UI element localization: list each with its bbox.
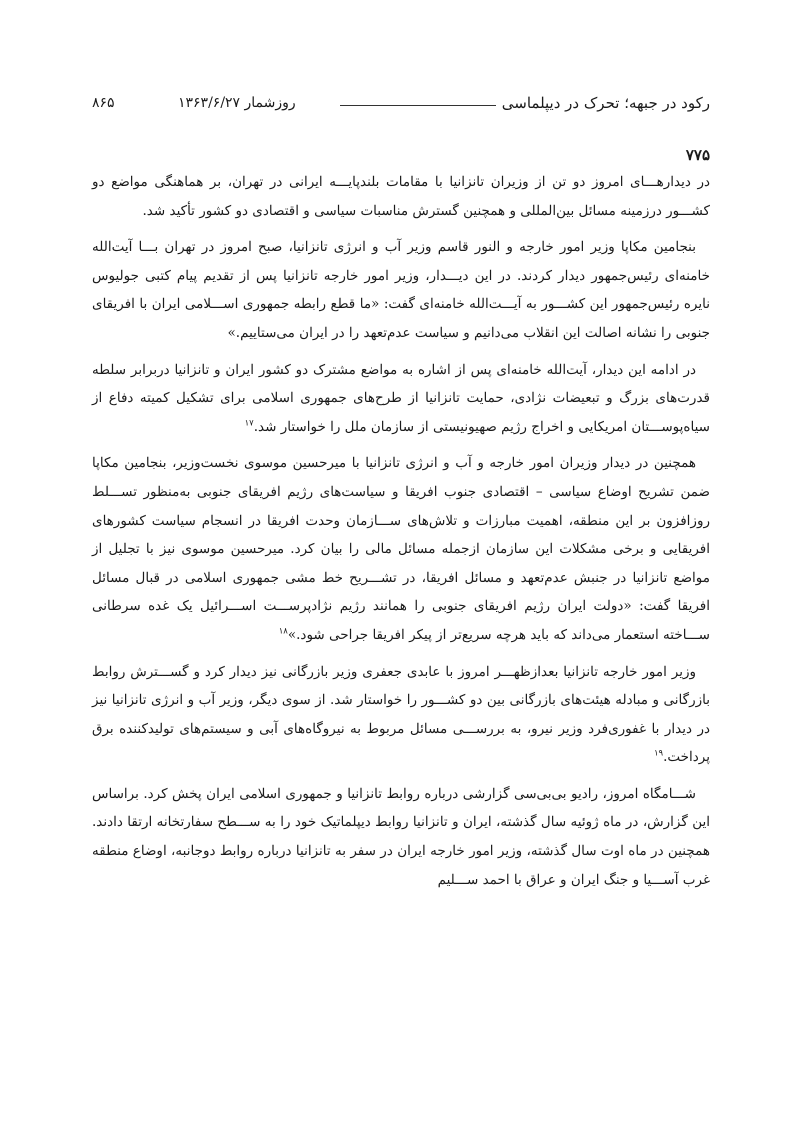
document-page [92,88,710,902]
paragraph [92,449,710,649]
header-date: روزشمار ۱۳۶۳/۶/۲۷ [178,95,296,111]
footnote-marker[interactable]: ۱۹ [653,748,664,759]
paragraph [92,168,710,225]
entry-body [92,168,710,894]
header-title: رکود در جبهه؛ تحرک در دیپلماسی [501,94,710,112]
footnote-marker[interactable]: ۱۸ [278,626,288,637]
paragraph-text: در دیدارهـــای امروز دو تن از وزیران تانزانیا با مقامات بلندپایـــه ایرانی در تهران، بر هماهنگی مواضع دو کشـــور درزمینه مسائل بین‌المللی و همچنین گسترش مناسبات سیاسی و اقتصادی دو کشور تأکید شد. [92,174,710,219]
paragraph [92,658,710,772]
entry-number: ۷۷۵ [685,146,710,164]
paragraph [92,356,710,442]
header-rule [340,105,496,106]
paragraph-text: بنجامین مکاپا وزیر امور خارجه و النور قاسم وزیر آب و انرژی تانزانیا، صبح امروز در تهران بـــا آیت‌الله خامنه‌ای رئیس‌جمهور دیدار کردند. در این دیـــدار، وزیر امور خارجه تانزانیا پس از تقدیم پیام کتبی جولیوس نایره رئیس‌جمهور این کشـــور به آیـــت‌الله خامنه‌ای گفت: «ما قطع رابطه جمهوری اســـلامی ایران با افریقای جنوبی را نشانه اصالت این انقلاب می‌دانیم و سیاست عدم‌تعهد را در ایران می‌ستاییم.» [92,239,710,341]
paragraph [92,233,710,347]
paragraph-text: در ادامه این دیدار، آیت‌الله خامنه‌ای پس از اشاره به مواضع مشترک دو کشور ایران و تانزانیا دربرابر سلطه قدرت‌های بزرگ و تبعیضات نژادی، حمایت تانزانیا از طرح‌های جمهوری اسلامی برای تشکیل کمیته دفاع از سیاه‌پوســـتان امریکایی و اخراج رژیم صهیونیستی از سازمان ملل را خواستار شد. [92,361,710,435]
footnote-marker[interactable]: ۱۷ [244,418,254,429]
paragraph-text: همچنین در دیدار وزیران امور خارجه و آب و انرژی تانزانیا با میرحسین موسوی نخست‌وزیر، بنجامین مکاپا ضمن تشریح اوضاع سیاسی – اقتصادی جنوب افریقا و سیاست‌های رژیم افریقای جنوبی به‌منظور تســـلط روزافزون بر این منطقه، اهمیت مبارزات و تلاش‌های ســـازمان وحدت افریقا در انسجام سیاست کشورهای افریقایی و برخی مشکلات این سازمان ازجمله مسائل مالی را بیان کرد. میرحسین موسوی نیز با تجلیل از مواضع تانزانیا در جنبش عدم‌تعهد و مسائل افریقا، در تشـــریح خط مشی جمهوری اسلامی در قبال مسائل افریقا گفت: «دولت ایران رژیم افریقای جنوبی را همانند رژیم نژادپرســـت اســـرائیل یک غده سرطانی ســـاخته استعمار می‌داند که باید هرچه سریع‌تر از پیکر افریقا جراحی شود.» [92,455,710,643]
running-header [92,88,710,118]
paragraph [92,780,710,894]
paragraph-text: وزیر امور خارجه تانزانیا بعدازظهـــر امروز با عابدی جعفری وزیر بازرگانی نیز دیدار کرد و گســـترش روابط بازرگانی و مبادله هیئت‌های بازرگانی بین دو کشـــور را خواستار شد. از سوی دیگر، وزیر آب و انرژی تانزانیا نیز در دیدار با غفوری‌فرد وزیر نیرو، به بررســـی مسائل مربوط به نیروگاه‌های آبی و سیستم‌های تولیدکننده برق پرداخت. [92,663,710,766]
paragraph-text: شـــامگاه امروز، رادیو بی‌بی‌سی گزارشی درباره روابط تانزانیا و جمهوری اسلامی ایران پخش کرد. براساس این گزارش، در ماه ژوئیه سال گذشته، ایران و تانزانیا روابط دیپلماتیک خود را به ســـطح سفارتخانه ارتقا دادند. همچنین در ماه اوت سال گذشته، وزیر امور خارجه ایران در سفر به تانزانیا درباره روابط دوجانبه، اوضاع منطقه غرب آســـیا و جنگ ایران و عراق با احمد ســـلیم [92,785,710,888]
page-number: ۸۶۵ [92,95,115,111]
